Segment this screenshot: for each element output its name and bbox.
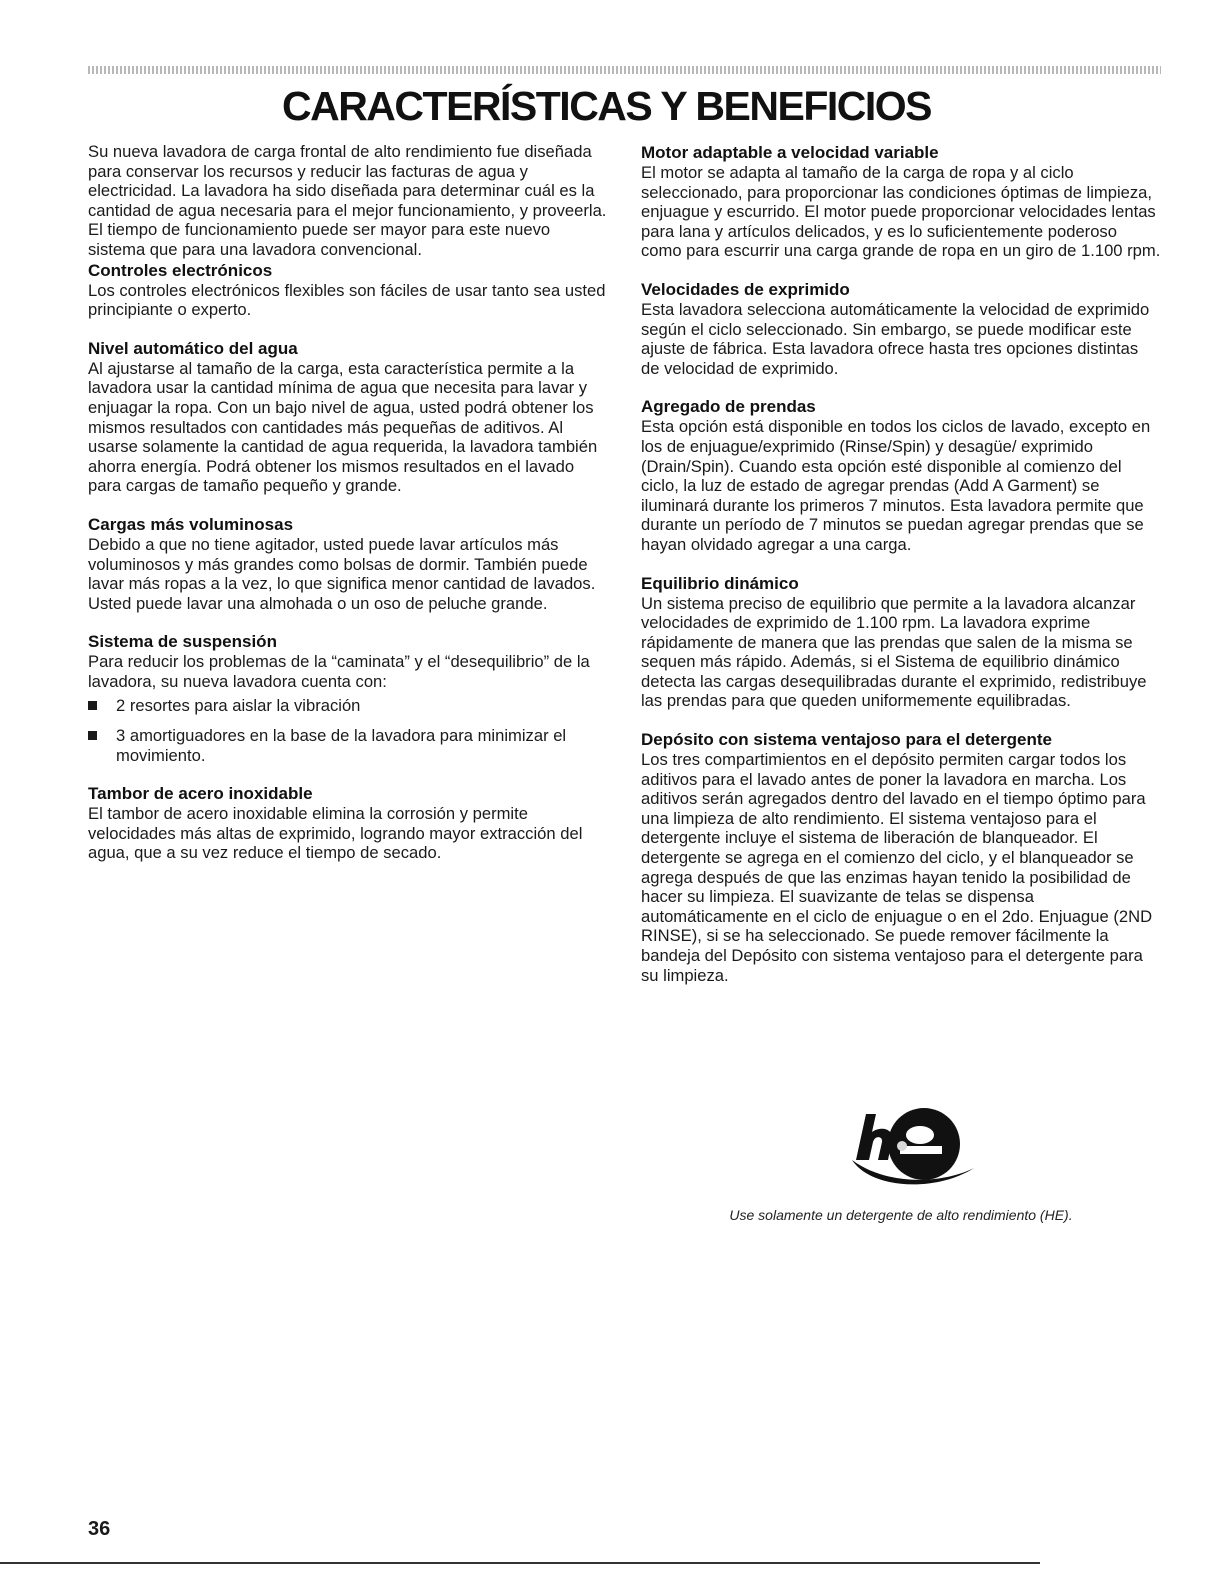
section-heading: Controles electrónicos: [88, 260, 273, 280]
left-column: [88, 142, 608, 881]
section-text: Los controles electrónicos flexibles son fáciles de usar tanto sea usted principiante o experto.: [88, 280, 606, 320]
section-tambor-acero: [88, 783, 608, 863]
section-text: El tambor de acero inoxidable elimina la corrosión y permite velocidades más altas de exprimido, logrando mayor extracción del agua, que a su vez reduce el tiempo de secado.: [88, 804, 583, 863]
list-item-text: 2 resortes para aislar la vibración: [116, 696, 361, 716]
page-title: CARACTERÍSTICAS Y BENEFICIOS: [281, 83, 931, 129]
section-agregado-prendas: [641, 396, 1161, 554]
section-heading: Depósito con sistema ventajoso para el detergente: [641, 730, 1052, 750]
square-bullet-icon: [88, 731, 97, 740]
section-heading: Equilibrio dinámico: [641, 573, 799, 593]
detergent-caption: Use solamente un detergente de alto rendimiento (HE).: [729, 1207, 1073, 1223]
section-velocidades-exprimido: [641, 279, 1161, 378]
section-heading: Agregado de prendas: [641, 397, 816, 417]
section-text: Para reducir los problemas de la “caminata” y el “desequilibrio” de la lavadora, su nueva lavadora cuenta con:: [88, 652, 590, 691]
right-column: [641, 142, 1161, 1003]
list-item-text: 3 amortiguadores en la base de la lavadora para minimizar el movimiento.: [116, 726, 567, 765]
section-heading: Velocidades de exprimido: [641, 279, 850, 299]
section-heading: Tambor de acero inoxidable: [88, 784, 313, 804]
section-text: Debido a que no tiene agitador, usted puede lavar artículos más voluminosos y más grandes como bolsas de dormir. También puede lavar más ropas a la vez, lo que significa menor cantidad de lavados. Usted puede lavar una almohada o un oso de peluche grande.: [88, 534, 596, 613]
section-sistema-suspension: [88, 631, 608, 765]
he-logo-icon: [842, 1102, 982, 1192]
square-bullet-icon: [88, 701, 97, 710]
intro-paragraph: Su nueva lavadora de carga frontal de alto rendimiento fue diseñada para conservar los recursos y reducir las facturas de agua y electricidad. La lavadora ha sido diseñada para determinar cuál es la cantidad de agua necesaria para el mejor funcionamiento, y proveerla. El tiempo de funcionamiento puede ser mayor para este nuevo sistema que para una lavadora convencional.: [88, 142, 607, 259]
section-text: Un sistema preciso de equilibrio que permite a la lavadora alcanzar velocidades de exprimido de 1.100 rpm. La lavadora exprime rápidamente de manera que las prendas que salen de la misma se sequen más rápido. Además, si el Sistema de equilibrio dinámico detecta las cargas desequilibradas durante el exprimido, redistribuye las prendas para que queden uniformemente equilibradas.: [641, 593, 1147, 711]
section-heading: Motor adaptable a velocidad variable: [641, 143, 939, 162]
section-equilibrio-dinamico: [641, 573, 1161, 712]
top-dotted-rule: [88, 66, 1161, 74]
list-item: [88, 696, 608, 716]
page-number: 36: [88, 1518, 111, 1540]
section-motor-adaptable: [641, 142, 1161, 261]
list-item: [88, 726, 608, 765]
section-nivel-automatico: [88, 338, 608, 496]
section-heading: Nivel automático del agua: [88, 338, 298, 358]
section-controles-electronicos: [88, 260, 608, 320]
section-text: Los tres compartimientos en el depósito permiten cargar todos los aditivos para el lavado antes de poner la lavadora en marcha. Los aditivos serán agregados dentro del lavado en el tiempo óptimo para una limpieza de alto rendimiento. El sistema ventajoso para el detergente incluye el sistema de liberación de blanqueador. El detergente se agrega en el comienzo del ciclo, y el blanqueador se agrega después de que las enzimas hayan tenido la posibilidad de hacer su limpieza. El suavizante de telas se dispensa automáticamente en el ciclo de enjuague o en el 2do. Enjuague (2ND RINSE), si se ha seleccionado. Se puede remover fácilmente la bandeja del Depósito con sistema ventajoso para el detergente para su limpieza.: [641, 750, 1153, 985]
bullet-list: [88, 696, 608, 765]
bottom-rule: [0, 1562, 1040, 1564]
section-text: El motor se adapta al tamaño de la carga de ropa y al ciclo seleccionado, para proporcionar las condiciones óptimas de limpieza, enjuague y escurrido. El motor puede proporcionar velocidades lentas para lana y artículos delicados, y es lo suficientemente poderoso como para escurrir una carga grande de ropa en un giro de 1.100 rpm.: [641, 163, 1161, 261]
section-text: Esta lavadora selecciona automáticamente la velocidad de exprimido según el ciclo seleccionado. Sin embargo, se puede modificar este ajuste de fábrica. Esta lavadora ofrece hasta tres opciones distintas de velocidad de exprimido.: [641, 299, 1150, 378]
section-deposito-detergente: [641, 729, 1161, 985]
section-heading: Cargas más voluminosas: [88, 514, 294, 534]
section-heading: Sistema de suspensión: [88, 632, 277, 652]
section-text: Al ajustarse al tamaño de la carga, esta característica permite a la lavadora usar la cantidad mínima de agua que necesita para lavar y enjuagar la ropa. Con un bajo nivel de agua, usted podrá obtener los mismos resultados con cantidades más pequeñas de aditivos. Al usarse solamente la cantidad de agua requerida, la lavadora también ahorra energía. Podrá obtener los mismos resultados en el lavado para cargas de tamaño pequeño y grande.: [88, 358, 598, 496]
section-cargas-voluminosas: [88, 514, 608, 613]
section-text: Esta opción está disponible en todos los ciclos de lavado, excepto en los de enjuague/exprimido (Rinse/Spin) y desagüe/ exprimido (Drain/Spin). Cuando esta opción esté disponible al comienzo del ciclo, la luz de estado de agregar prendas (Add A Garment) se iluminará durante los primeros 7 minutos. Esta lavadora permite que durante un período de 7 minutos se puedan agregar prendas que se hayan olvidado agregar a una carga.: [641, 417, 1151, 554]
